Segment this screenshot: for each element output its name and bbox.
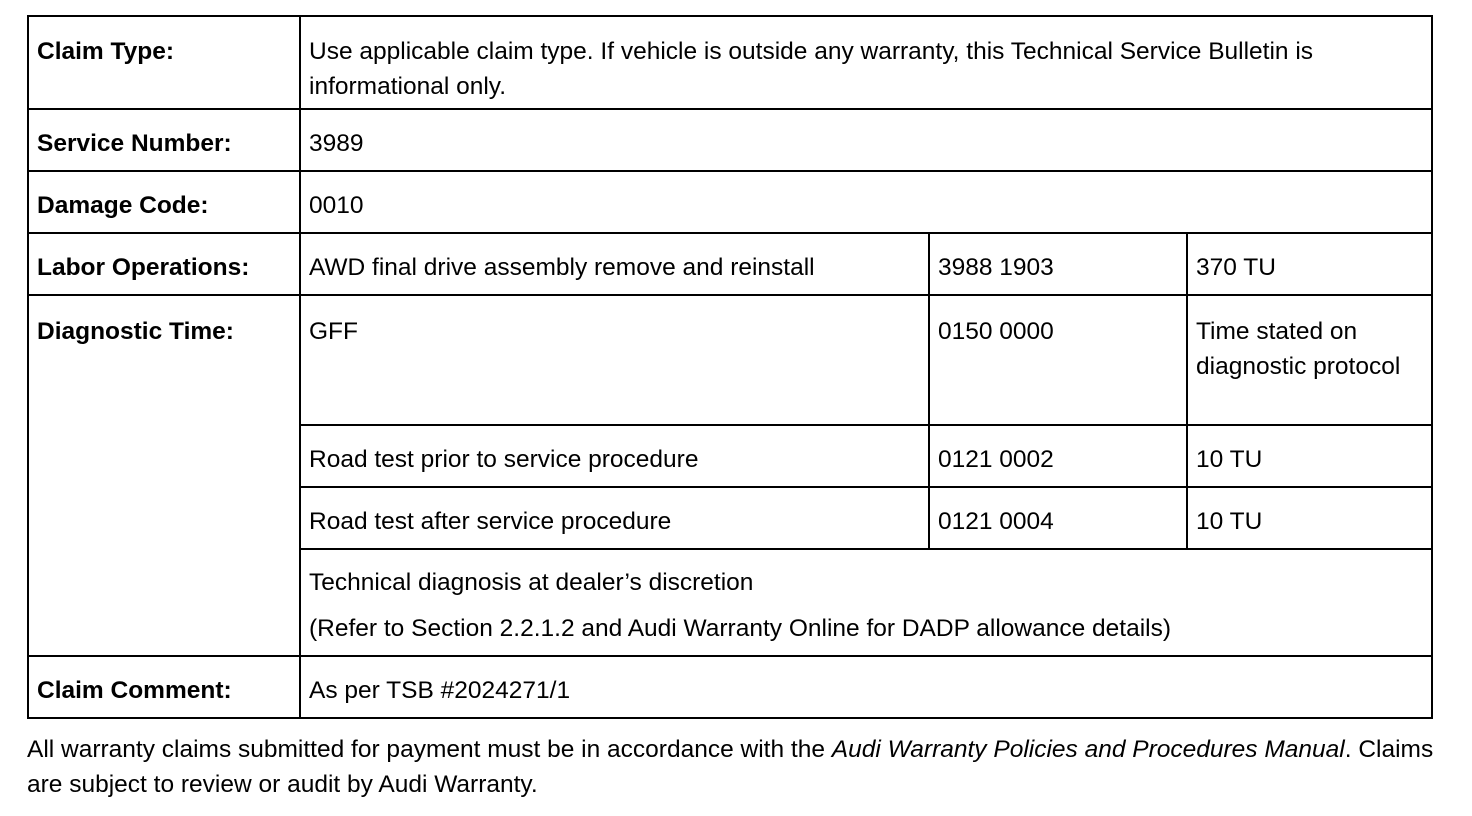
warranty-footer-note (27, 732, 1437, 802)
diagnostic-entry-description: Road test prior to service procedure (300, 425, 929, 487)
labor-operations-time: 370 TU (1187, 233, 1432, 295)
damage-code-label: Damage Code: (28, 171, 300, 233)
technical-diagnosis-cell (300, 549, 1432, 656)
technical-diagnosis-note: Technical diagnosis at dealer’s discretion (309, 569, 754, 596)
claim-comment-value: As per TSB #2024271/1 (300, 656, 1432, 718)
dadp-reference-note: (Refer to Section 2.2.1.2 and Audi Warranty Online for DADP allowance details) (309, 615, 1172, 642)
diagnostic-time-row (28, 295, 1432, 425)
diagnostic-entry-description: GFF (300, 295, 929, 425)
diagnostic-entry-code: 0121 0002 (929, 425, 1187, 487)
labor-operations-label: Labor Operations: (28, 233, 300, 295)
labor-operations-row (28, 233, 1432, 295)
diagnostic-entry-time: 10 TU (1187, 487, 1432, 549)
diagnostic-entry-code: 0150 0000 (929, 295, 1187, 425)
claim-type-row (28, 16, 1432, 109)
diagnostic-entry-code: 0121 0004 (929, 487, 1187, 549)
footer-manual-title: Audi Warranty Policies and Procedures Manual (831, 736, 1345, 763)
service-number-label: Service Number: (28, 109, 300, 171)
footer-text-start: All warranty claims submitted for payment must be in accordance with the (27, 736, 832, 763)
diagnostic-time-label: Diagnostic Time: (28, 295, 300, 656)
diagnostic-entry-description: Road test after service procedure (300, 487, 929, 549)
damage-code-row (28, 171, 1432, 233)
footer-text-end: . Claims are subject to review or audit by Audi Warranty. (27, 736, 1434, 798)
claim-type-value: Use applicable claim type. If vehicle is outside any warranty, this Technical Service Bulletin is informational only. (300, 16, 1432, 109)
labor-operations-description: AWD final drive assembly remove and reinstall (300, 233, 929, 295)
labor-operations-code: 3988 1903 (929, 233, 1187, 295)
claim-comment-label: Claim Comment: (28, 656, 300, 718)
service-number-row (28, 109, 1432, 171)
diagnostic-entry-time: 10 TU (1187, 425, 1432, 487)
claim-type-label: Claim Type: (28, 16, 300, 109)
claim-comment-row (28, 656, 1432, 718)
warranty-claim-table (27, 15, 1433, 719)
diagnostic-entry-time: Time stated on diagnostic protocol (1187, 295, 1432, 425)
damage-code-value: 0010 (300, 171, 1432, 233)
service-number-value: 3989 (300, 109, 1432, 171)
